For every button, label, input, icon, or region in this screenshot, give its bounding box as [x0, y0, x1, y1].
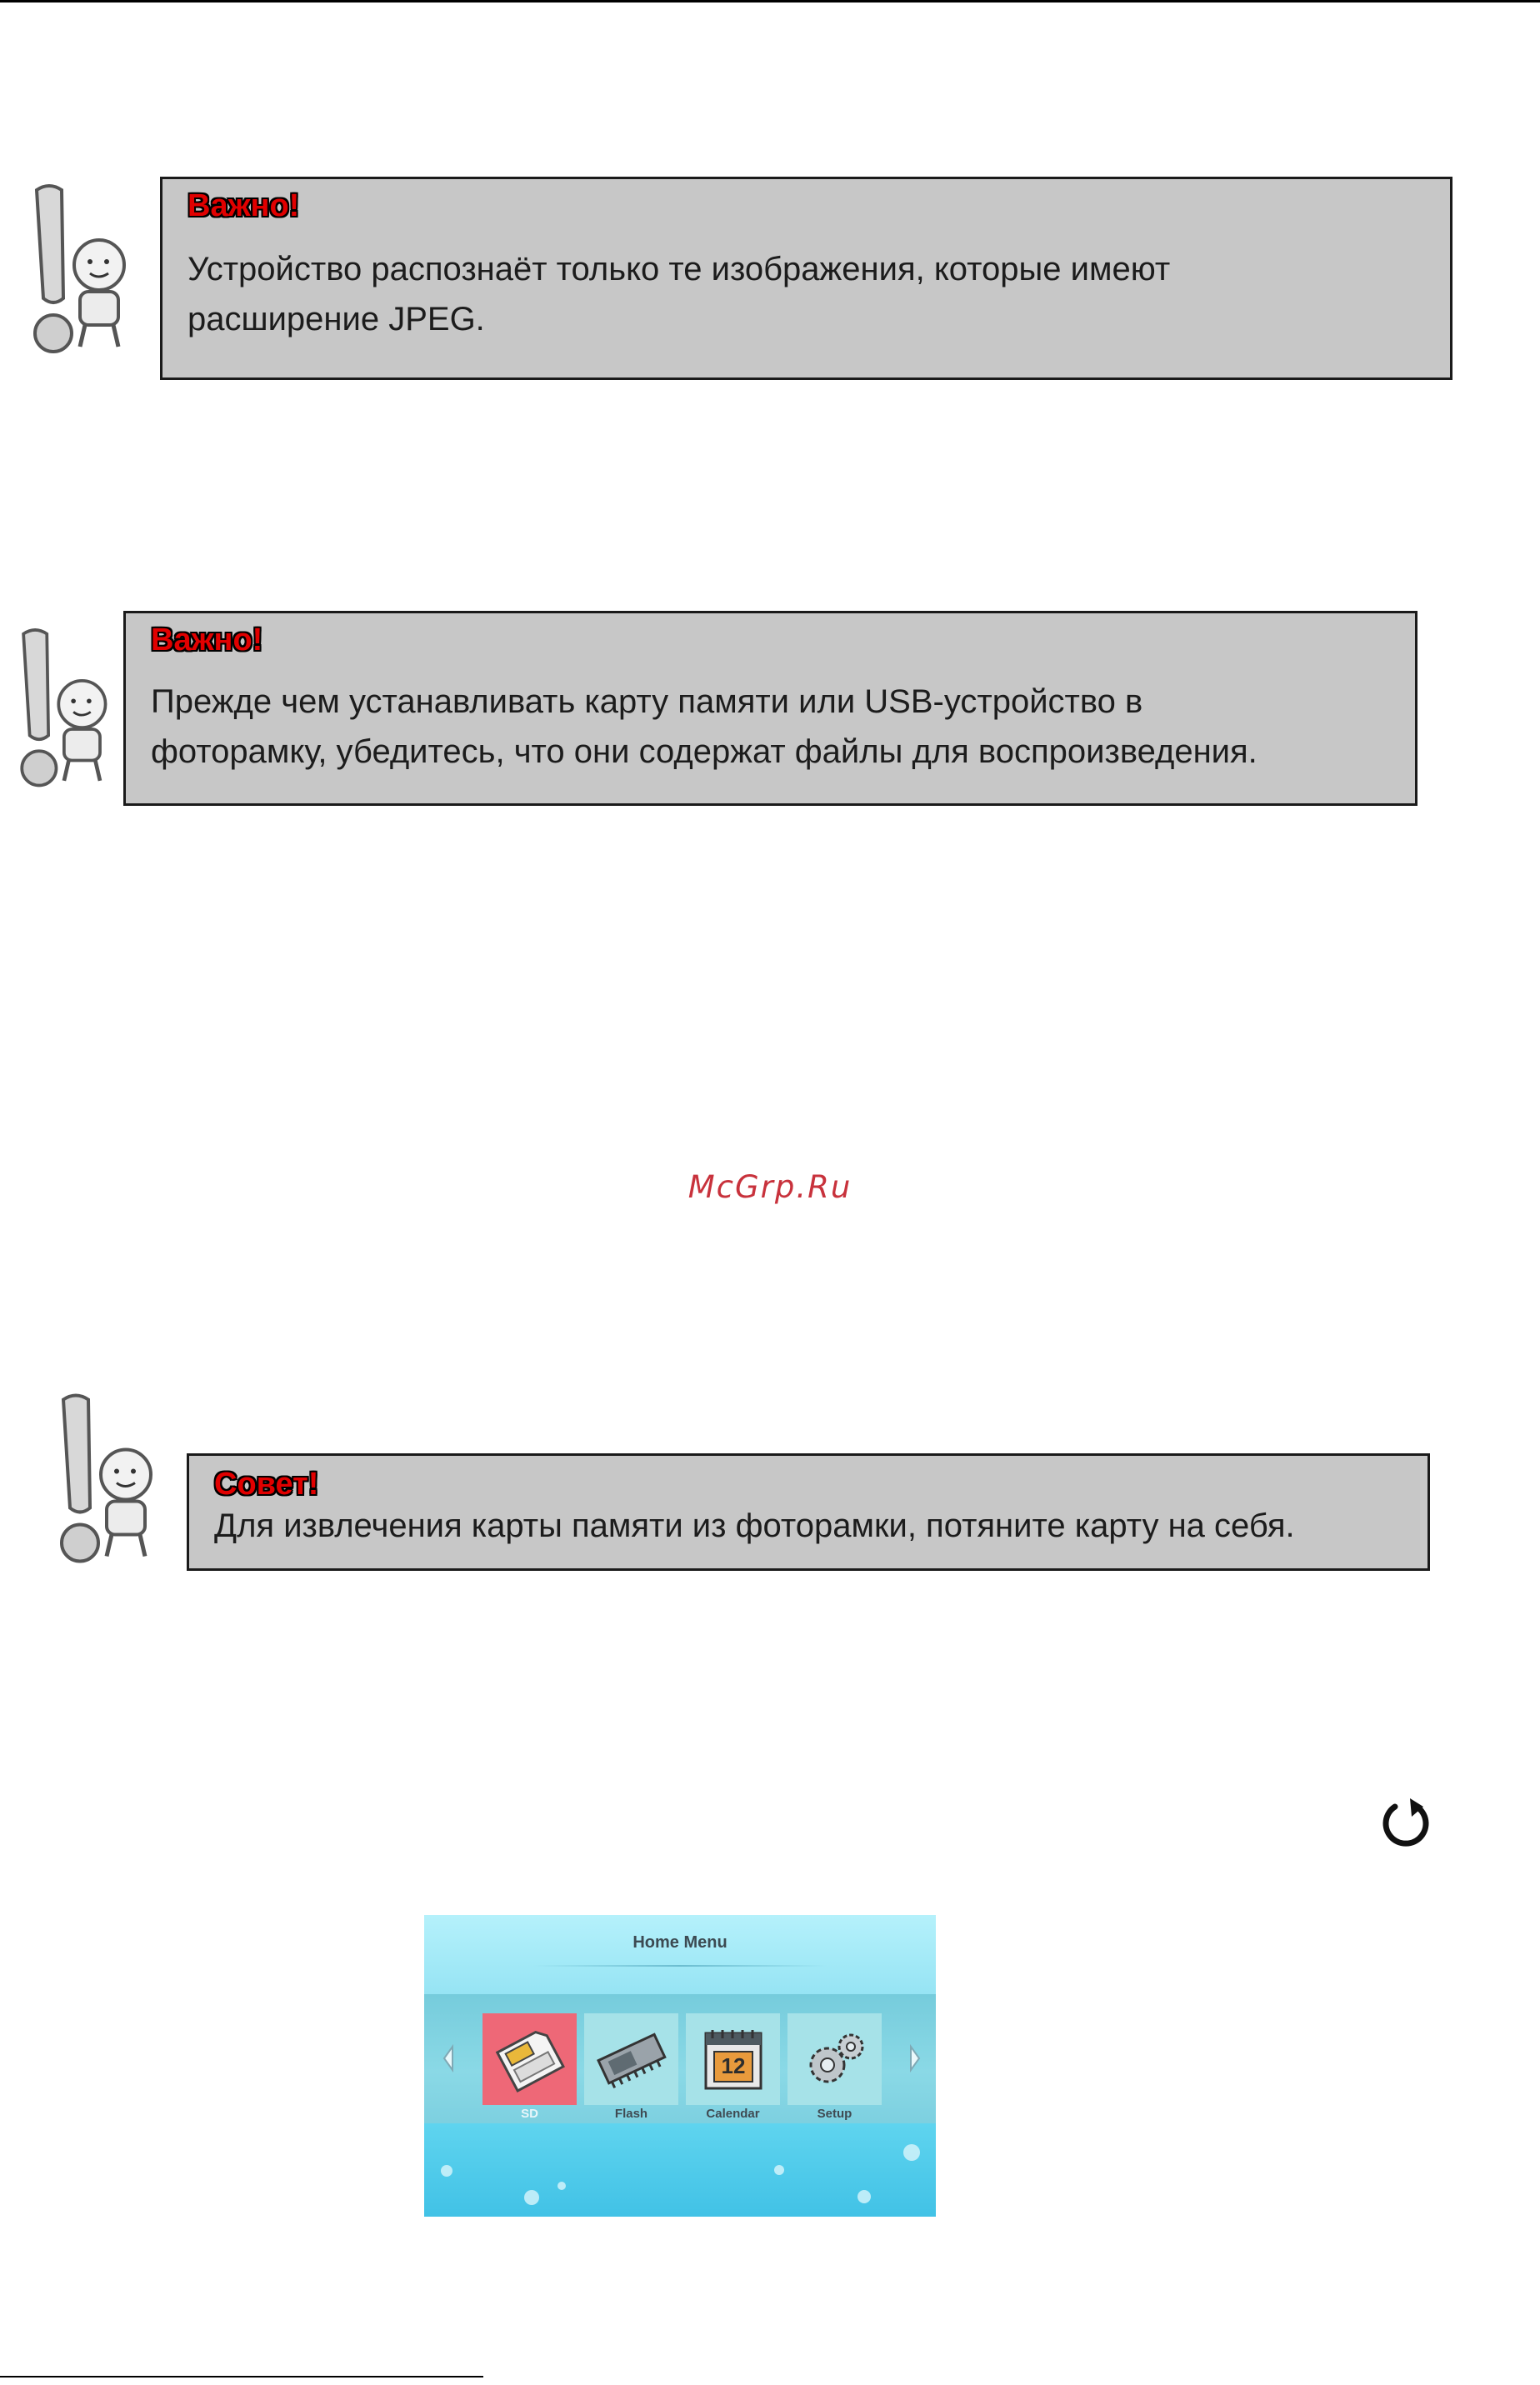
bubble-decoration: [774, 2165, 784, 2175]
title-divider: [532, 1965, 828, 1967]
note-important-jpeg: [160, 177, 1452, 380]
calendar-day: 12: [721, 2053, 746, 2078]
menu-label-setup: Setup: [817, 2107, 852, 2121]
menu-tile-setup[interactable]: [788, 2013, 882, 2105]
nav-left-arrow-icon[interactable]: [439, 2042, 458, 2075]
note-text-line: Для извлечения карты памяти из фоторамки, потяните карту на себя.: [214, 1507, 1295, 1544]
menu-label-flash: Flash: [614, 2107, 648, 2121]
warning-mascot-icon: [0, 617, 125, 792]
note-important-card: [123, 611, 1418, 806]
menu-label-sd: SD: [521, 2107, 538, 2121]
flash-memory-chip-icon: [584, 2013, 678, 2105]
menu-tile-sd[interactable]: [482, 2013, 577, 2105]
note-title: Важно!: [151, 622, 263, 658]
menu-tile-flash[interactable]: [584, 2013, 678, 2105]
note-text-line: расширение JPEG.: [188, 300, 485, 338]
bubble-decoration: [524, 2190, 539, 2205]
bubble-decoration: [441, 2165, 452, 2177]
screen-header: [424, 1915, 936, 1994]
note-text-line: Прежде чем устанавливать карту памяти или USB-устройство в: [151, 682, 1143, 720]
footnote-rule: [0, 2376, 483, 2378]
rotate-icon: [1377, 1793, 1435, 1852]
watermark: McGrp.Ru: [688, 1169, 852, 1205]
home-menu-screen: [424, 1915, 936, 2217]
top-rule: [0, 0, 1540, 2]
warning-mascot-icon: [3, 173, 137, 357]
menu-label-calendar: Calendar: [706, 2107, 760, 2121]
note-text-line: фоторамку, убедитесь, что они содержат файлы для воспроизведения.: [151, 732, 1258, 770]
bubble-decoration: [858, 2190, 871, 2203]
note-title: Совет!: [214, 1467, 319, 1502]
note-title: Важно!: [188, 188, 300, 223]
home-menu-title: Home Menu: [632, 1933, 728, 1952]
gears-icon: [788, 2013, 882, 2105]
nav-right-arrow-icon[interactable]: [906, 2042, 924, 2075]
menu-tile-calendar[interactable]: [686, 2013, 780, 2105]
note-tip-remove-card: [187, 1453, 1430, 1571]
sd-card-icon: [482, 2013, 577, 2105]
screen-footer: [424, 2123, 936, 2217]
tip-mascot-icon: [30, 1377, 163, 1572]
bubble-decoration: [558, 2182, 566, 2190]
note-text-line: Устройство распознаёт только те изображения, которые имеют: [188, 250, 1171, 288]
bubble-decoration: [903, 2144, 920, 2161]
